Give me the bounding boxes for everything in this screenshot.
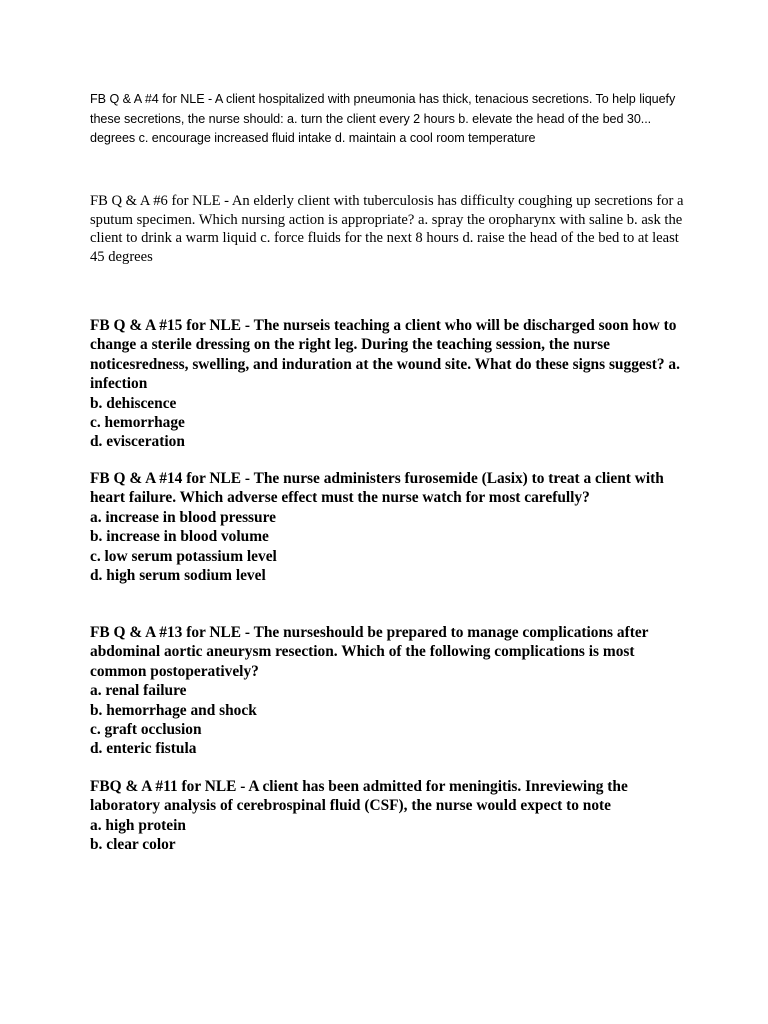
question-6 <box>90 192 690 266</box>
question-15-option-c: c. hemorrhage <box>90 414 185 432</box>
question-13-option-c: c. graft occlusion <box>90 721 202 739</box>
question-4 <box>90 90 690 149</box>
question-13 <box>90 623 690 759</box>
question-11 <box>90 777 690 855</box>
question-11-stem: FBQ & A #11 for NLE - A client has been admitted for meningitis. Inreviewing the laboratory analysis of cerebrospinal fluid (CSF), the nurse would expect to note <box>90 778 628 815</box>
question-13-option-b: b. hemorrhage and shock <box>90 701 257 719</box>
question-14-stem: FB Q & A #14 for NLE - The nurse administers furosemide (Lasix) to treat a client with heart failure. Which adverse effect must the nurse watch for most carefully? <box>90 470 664 507</box>
question-4-stem: FB Q & A #4 for NLE - A client hospitalized with pneumonia has thick, tenacious secretions. To help liquefy these secretions, the nurse should: a. turn the client every 2 hours b. elevate the head of the bed 30... degrees c. encourage increased fluid intake d. maintain a cool room temperature <box>90 92 676 145</box>
question-15 <box>90 316 690 452</box>
question-11-option-a: a. high protein <box>90 816 186 834</box>
question-15-option-d: d. evisceration <box>90 433 185 451</box>
question-13-option-d: d. enteric fistula <box>90 740 197 758</box>
question-14-option-a: a. increase in blood pressure <box>90 508 276 526</box>
question-13-stem: FB Q & A #13 for NLE - The nurseshould be prepared to manage complications after abdominal aortic aneurysm resection. Which of the following complications is most common postoperatively? <box>90 624 649 680</box>
question-11-option-b: b. clear color <box>90 836 176 854</box>
question-13-option-a: a. renal failure <box>90 682 187 700</box>
question-14-option-b: b. increase in blood volume <box>90 528 269 546</box>
question-15-option-b: b. dehiscence <box>90 394 177 412</box>
question-6-stem: FB Q & A #6 for NLE - An elderly client with tuberculosis has difficulty coughing up secretions for a sputum specimen. Which nursing action is appropriate? a. spray the oropharynx with saline b. ask the client to drink a warm liquid c. force fluids for the next 8 hours d. raise the head of the bed to at least 45 degrees <box>90 193 684 265</box>
question-14-option-c: c. low serum potassium level <box>90 547 277 565</box>
question-15-stem: FB Q & A #15 for NLE - The nurseis teaching a client who will be discharged soon how to change a sterile dressing on the right leg. During the teaching session, the nurse noticesredness, swelling, and induration at the wound site. What do these signs suggest? a. infection <box>90 317 680 393</box>
question-14 <box>90 469 690 585</box>
question-14-option-d: d. high serum sodium level <box>90 567 266 585</box>
